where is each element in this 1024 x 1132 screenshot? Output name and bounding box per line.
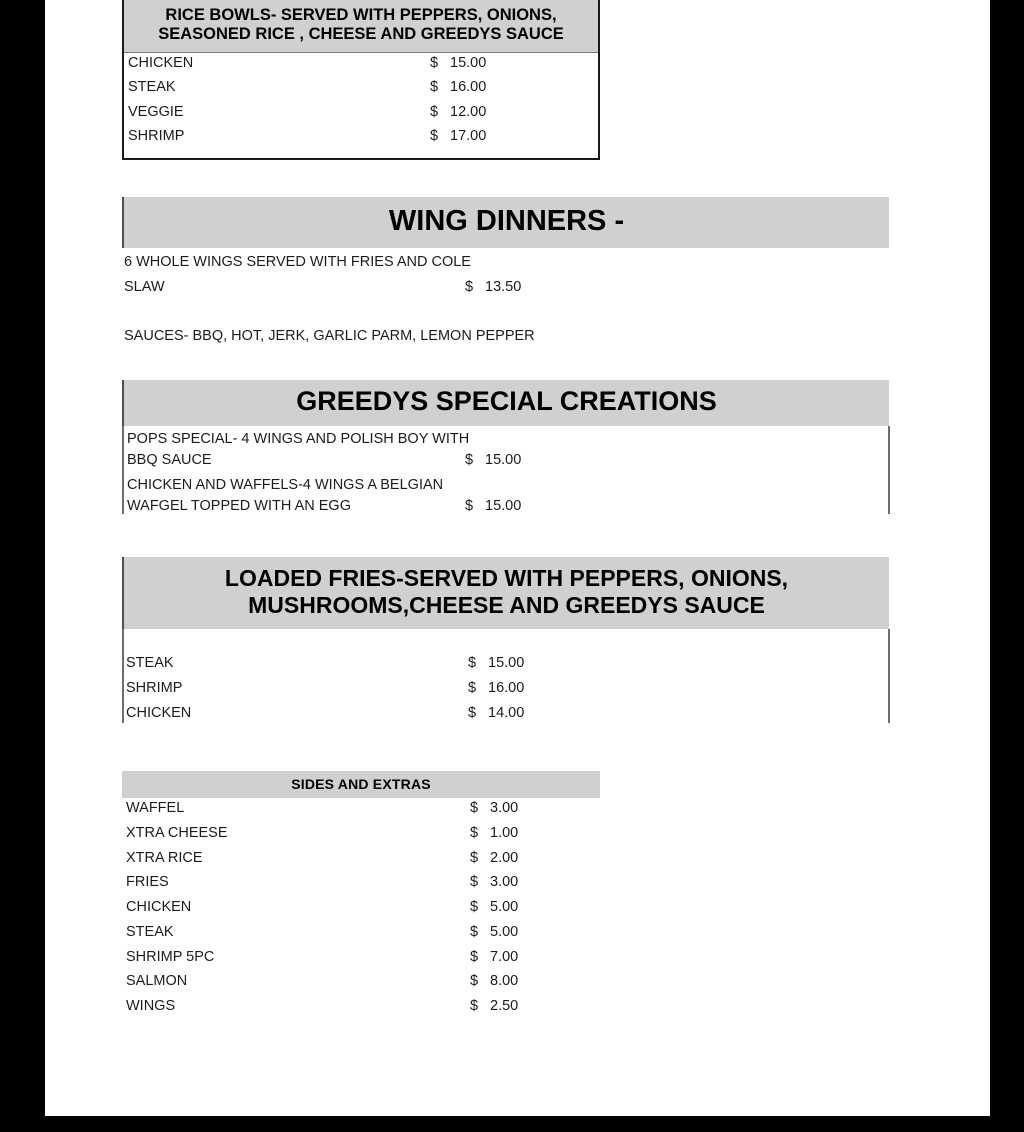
menu-item-row xyxy=(122,974,600,999)
item-price xyxy=(468,706,524,721)
price-amount: 16.00 xyxy=(488,679,525,696)
special-item-2-line1: CHICKEN AND WAFFELS-4 WINGS A BELGIAN xyxy=(127,476,444,493)
item-name: CHICKEN xyxy=(128,54,194,71)
item-name: VEGGIE xyxy=(128,103,184,120)
price-amount: 12.00 xyxy=(450,103,487,120)
price-amount: 13.50 xyxy=(485,278,522,295)
currency-symbol: $ xyxy=(470,948,479,965)
price-amount: 3.00 xyxy=(490,800,519,817)
special-creations-heading: GREEDYS SPECIAL CREATIONS xyxy=(122,380,889,426)
currency-symbol: $ xyxy=(470,923,479,940)
item-name: WAFFEL xyxy=(126,800,185,817)
price-amount: 1.00 xyxy=(490,825,519,842)
currency-symbol: $ xyxy=(465,497,474,514)
currency-symbol: $ xyxy=(468,679,477,696)
item-name: XTRA CHEESE xyxy=(126,825,228,842)
currency-symbol: $ xyxy=(465,278,474,295)
section-loaded-fries xyxy=(122,557,889,729)
special-item-1-price xyxy=(465,453,521,468)
currency-symbol: $ xyxy=(470,800,479,817)
sides-and-extras-heading: SIDES AND EXTRAS xyxy=(122,771,600,798)
menu-item-row xyxy=(122,950,600,975)
menu-item-row xyxy=(122,656,524,671)
item-price xyxy=(465,499,521,514)
price-amount: 3.00 xyxy=(490,874,519,891)
item-price xyxy=(470,801,518,816)
menu-item-row xyxy=(122,875,600,900)
item-price xyxy=(430,56,486,71)
currency-symbol: $ xyxy=(430,128,439,145)
item-price xyxy=(470,925,518,940)
section-sides-and-extras xyxy=(122,771,600,1024)
item-price xyxy=(430,129,486,144)
item-name: SALMON xyxy=(126,973,188,990)
item-name: FRIES xyxy=(126,874,169,891)
rice-bowls-heading-line2: SEASONED RICE , CHEESE AND GREEDYS SAUCE xyxy=(158,25,564,44)
item-price xyxy=(470,875,518,890)
item-name: XTRA RICE xyxy=(126,849,203,866)
wing-dinners-description-line1: 6 WHOLE WINGS SERVED WITH FRIES AND COLE xyxy=(124,253,471,270)
loaded-fries-heading-line1: LOADED FRIES-SERVED WITH PEPPERS, ONIONS, xyxy=(224,565,789,591)
sides-and-extras-item-list xyxy=(122,798,600,1023)
wing-dinners-price xyxy=(465,280,521,295)
item-name: STEAK xyxy=(128,79,176,96)
price-amount: 17.00 xyxy=(450,128,487,145)
item-name: SHRIMP 5PC xyxy=(126,948,215,965)
menu-item-row xyxy=(122,681,524,696)
menu-page-sheet xyxy=(45,0,990,1116)
item-price xyxy=(465,280,521,295)
section-wing-dinners xyxy=(122,197,889,378)
item-name: SHRIMP xyxy=(126,679,183,696)
rice-bowls-heading xyxy=(124,0,598,53)
special-item-2-line2: WAFGEL TOPPED WITH AN EGG xyxy=(127,497,351,514)
menu-item-row xyxy=(122,999,600,1024)
price-amount: 2.50 xyxy=(490,997,519,1014)
currency-symbol: $ xyxy=(470,973,479,990)
price-amount: 7.00 xyxy=(490,948,519,965)
item-name: CHICKEN xyxy=(126,704,192,721)
rice-bowls-item-list xyxy=(124,53,598,158)
currency-symbol: $ xyxy=(430,79,439,96)
price-amount: 15.00 xyxy=(485,497,522,514)
item-name: WINGS xyxy=(126,997,176,1014)
special-creations-left-rule xyxy=(122,426,124,514)
loaded-fries-heading-line2: MUSHROOMS,CHEESE AND GREEDYS SAUCE xyxy=(248,591,765,618)
price-amount: 15.00 xyxy=(488,654,525,671)
currency-symbol: $ xyxy=(470,997,479,1014)
currency-symbol: $ xyxy=(470,825,479,842)
item-price xyxy=(430,80,486,95)
currency-symbol: $ xyxy=(430,54,439,71)
currency-symbol: $ xyxy=(468,704,477,721)
price-amount: 2.00 xyxy=(490,849,519,866)
menu-item-row xyxy=(122,900,600,925)
menu-item-row xyxy=(122,851,600,876)
price-amount: 15.00 xyxy=(485,451,522,468)
item-price xyxy=(430,105,486,120)
menu-item-row xyxy=(122,706,524,721)
loaded-fries-right-rule xyxy=(888,629,890,723)
price-amount: 14.00 xyxy=(488,704,525,721)
item-price xyxy=(468,681,524,696)
currency-symbol: $ xyxy=(465,451,474,468)
special-item-1-line2: BBQ SAUCE xyxy=(127,451,212,468)
section-rice-bowls xyxy=(122,0,600,160)
item-price xyxy=(470,851,518,866)
item-name: STEAK xyxy=(126,923,174,940)
currency-symbol: $ xyxy=(470,899,479,916)
wing-dinners-sauces: SAUCES- BBQ, HOT, JERK, GARLIC PARM, LEMON PEPPER xyxy=(124,327,535,344)
price-amount: 16.00 xyxy=(450,79,487,96)
price-amount: 5.00 xyxy=(490,923,519,940)
currency-symbol: $ xyxy=(430,103,439,120)
item-price xyxy=(470,974,518,989)
menu-item-row xyxy=(122,925,600,950)
currency-symbol: $ xyxy=(470,849,479,866)
item-price xyxy=(465,453,521,468)
item-price xyxy=(470,826,518,841)
currency-symbol: $ xyxy=(468,654,477,671)
menu-item-row xyxy=(124,129,598,154)
menu-item-row xyxy=(124,80,598,105)
section-special-creations xyxy=(122,380,889,526)
item-price xyxy=(468,656,524,671)
menu-item-row xyxy=(124,105,598,130)
menu-item-row xyxy=(122,826,600,851)
item-price xyxy=(470,999,518,1014)
loaded-fries-heading xyxy=(122,557,889,629)
item-name: STEAK xyxy=(126,654,174,671)
currency-symbol: $ xyxy=(470,874,479,891)
price-amount: 15.00 xyxy=(450,54,487,71)
special-item-2-price xyxy=(465,499,521,514)
special-item-1-line1: POPS SPECIAL- 4 WINGS AND POLISH BOY WITH xyxy=(127,430,470,447)
special-creations-right-rule xyxy=(888,426,890,514)
item-price xyxy=(470,950,518,965)
rice-bowls-heading-line1: RICE BOWLS- SERVED WITH PEPPERS, ONIONS, xyxy=(165,6,557,24)
price-amount: 5.00 xyxy=(490,899,519,916)
item-name: CHICKEN xyxy=(126,899,192,916)
item-name: SHRIMP xyxy=(128,128,185,145)
item-price xyxy=(470,900,518,915)
wing-dinners-heading: WING DINNERS - xyxy=(122,197,889,248)
wing-dinners-description-line2: SLAW xyxy=(124,278,165,295)
price-amount: 8.00 xyxy=(490,973,519,990)
menu-item-row xyxy=(122,801,600,826)
menu-item-row xyxy=(124,56,598,81)
